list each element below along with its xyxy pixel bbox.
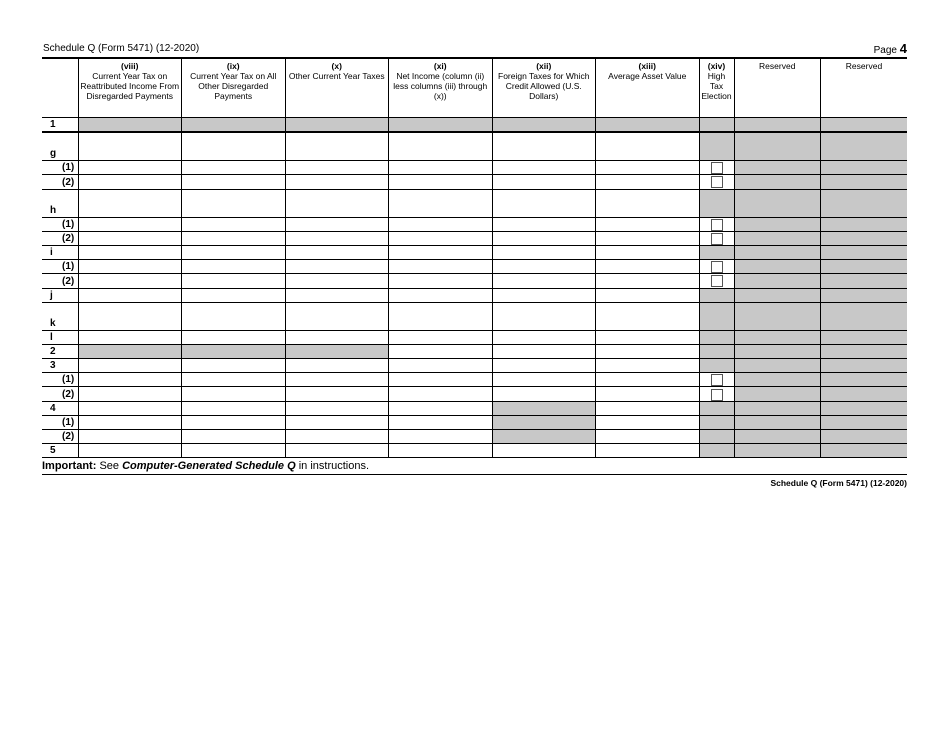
important-text-emphasis: Computer-Generated Schedule Q — [122, 460, 296, 472]
col-num: (x) — [331, 61, 342, 71]
row-label: 2 — [42, 344, 78, 358]
important-text-pre: See — [96, 460, 123, 472]
entry-cell[interactable] — [389, 260, 493, 274]
form-title: Schedule Q (Form 5471) (12-2020) — [43, 43, 200, 54]
entry-cell[interactable] — [285, 161, 389, 175]
table-row — [42, 189, 907, 217]
entry-cell[interactable] — [596, 161, 700, 175]
shaded-cell — [734, 344, 821, 358]
entry-cell[interactable] — [389, 387, 493, 401]
shaded-cell — [734, 373, 821, 387]
row-label: (1) — [42, 373, 78, 387]
entry-cell[interactable] — [492, 288, 596, 302]
entry-cell[interactable] — [389, 288, 493, 302]
shaded-cell — [734, 387, 821, 401]
entry-cell[interactable] — [492, 175, 596, 189]
entry-cell[interactable] — [182, 444, 286, 458]
entry-cell[interactable] — [78, 330, 182, 344]
schedule-q-table — [42, 57, 907, 458]
shaded-cell — [734, 430, 821, 444]
col-header-xiii — [596, 58, 700, 118]
table-row — [42, 330, 907, 344]
row-label: (1) — [42, 415, 78, 429]
entry-cell[interactable] — [389, 189, 493, 217]
col-header-ix — [182, 58, 286, 118]
row-label: (2) — [42, 430, 78, 444]
shaded-cell — [821, 175, 908, 189]
table-row — [42, 444, 907, 458]
checkbox-cell — [699, 387, 734, 401]
shaded-cell — [182, 118, 286, 133]
entry-cell[interactable] — [389, 373, 493, 387]
shaded-cell — [596, 118, 700, 133]
footer-divider — [42, 474, 907, 475]
entry-cell[interactable] — [182, 132, 286, 161]
col-num: (xii) — [536, 61, 552, 71]
entry-cell[interactable] — [596, 330, 700, 344]
entry-cell[interactable] — [492, 302, 596, 330]
entry-cell[interactable] — [389, 344, 493, 358]
entry-cell[interactable] — [596, 175, 700, 189]
entry-cell[interactable] — [182, 260, 286, 274]
table-row — [42, 302, 907, 330]
col-header-reserved-1 — [734, 58, 821, 118]
entry-cell[interactable] — [78, 373, 182, 387]
entry-cell[interactable] — [78, 161, 182, 175]
shaded-cell — [821, 387, 908, 401]
entry-cell[interactable] — [389, 359, 493, 373]
shaded-cell — [285, 118, 389, 133]
footer-form-title: Schedule Q (Form 5471) (12-2020) — [770, 478, 907, 488]
entry-cell[interactable] — [285, 401, 389, 415]
shaded-cell — [734, 302, 821, 330]
shaded-cell — [734, 132, 821, 161]
col-num: (xi) — [433, 61, 447, 71]
row-label: j — [42, 288, 78, 302]
entry-cell[interactable] — [492, 161, 596, 175]
entry-cell[interactable] — [182, 217, 286, 231]
table-row — [42, 430, 907, 444]
entry-cell[interactable] — [389, 217, 493, 231]
important-label: Important: — [42, 460, 97, 472]
entry-cell[interactable] — [285, 274, 389, 288]
entry-cell[interactable] — [182, 231, 286, 245]
row-label: (2) — [42, 274, 78, 288]
shaded-cell — [821, 260, 908, 274]
col-num: (viii) — [121, 61, 139, 71]
entry-cell[interactable] — [182, 401, 286, 415]
shaded-cell — [699, 118, 734, 133]
entry-cell[interactable] — [78, 359, 182, 373]
entry-cell[interactable] — [492, 132, 596, 161]
high-tax-election-checkbox[interactable] — [711, 374, 723, 386]
entry-cell[interactable] — [596, 132, 700, 161]
entry-cell[interactable] — [78, 302, 182, 330]
entry-cell[interactable] — [596, 274, 700, 288]
col-header-reserved-2 — [821, 58, 908, 118]
entry-cell[interactable] — [596, 373, 700, 387]
entry-cell[interactable] — [389, 302, 493, 330]
shaded-cell — [821, 274, 908, 288]
shaded-cell — [699, 359, 734, 373]
table-row — [42, 387, 907, 401]
row-label: 5 — [42, 444, 78, 458]
entry-cell[interactable] — [389, 430, 493, 444]
row-label: h — [42, 189, 78, 217]
entry-cell[interactable] — [78, 444, 182, 458]
shaded-cell — [821, 344, 908, 358]
table-row — [42, 373, 907, 387]
high-tax-election-checkbox[interactable] — [711, 176, 723, 188]
row-label: (2) — [42, 175, 78, 189]
shaded-cell — [821, 288, 908, 302]
row-label: (1) — [42, 217, 78, 231]
table-row — [42, 132, 907, 161]
entry-cell[interactable] — [285, 245, 389, 259]
checkbox-cell — [699, 373, 734, 387]
entry-cell[interactable] — [596, 217, 700, 231]
entry-cell[interactable] — [182, 359, 286, 373]
col-label: Other Current Year Taxes — [288, 71, 385, 81]
shaded-cell — [78, 344, 182, 358]
shaded-cell — [699, 302, 734, 330]
entry-cell[interactable] — [596, 387, 700, 401]
entry-cell[interactable] — [596, 359, 700, 373]
col-label: Current Year Tax on All Other Disregarded Payments — [190, 71, 277, 101]
entry-cell[interactable] — [182, 387, 286, 401]
shaded-cell — [821, 359, 908, 373]
shaded-cell — [734, 330, 821, 344]
column-header-row — [42, 58, 907, 118]
entry-cell[interactable] — [596, 302, 700, 330]
shaded-cell — [734, 231, 821, 245]
shaded-cell — [699, 245, 734, 259]
entry-cell[interactable] — [492, 217, 596, 231]
shaded-cell — [821, 161, 908, 175]
shaded-cell — [78, 118, 182, 133]
entry-cell[interactable] — [596, 401, 700, 415]
entry-cell[interactable] — [182, 161, 286, 175]
shaded-cell — [734, 359, 821, 373]
shaded-cell — [821, 444, 908, 458]
entry-cell[interactable] — [389, 245, 493, 259]
table-row — [42, 260, 907, 274]
entry-cell[interactable] — [182, 274, 286, 288]
shaded-cell — [821, 401, 908, 415]
shaded-cell — [492, 415, 596, 429]
high-tax-election-checkbox[interactable] — [711, 233, 723, 245]
shaded-cell — [821, 330, 908, 344]
shaded-cell — [821, 373, 908, 387]
shaded-cell — [492, 118, 596, 133]
entry-cell[interactable] — [285, 359, 389, 373]
entry-cell[interactable] — [492, 189, 596, 217]
entry-cell[interactable] — [182, 245, 286, 259]
high-tax-election-checkbox[interactable] — [711, 162, 723, 174]
shaded-cell — [821, 415, 908, 429]
entry-cell[interactable] — [285, 302, 389, 330]
entry-cell[interactable] — [389, 274, 493, 288]
shaded-cell — [734, 189, 821, 217]
checkbox-cell — [699, 260, 734, 274]
col-label: Current Year Tax on Reattributed Income From Disregarded Payments — [80, 71, 180, 101]
shaded-cell — [734, 260, 821, 274]
shaded-cell — [699, 330, 734, 344]
table-row — [42, 217, 907, 231]
row-label: i — [42, 245, 78, 259]
entry-cell[interactable] — [596, 260, 700, 274]
checkbox-cell — [699, 274, 734, 288]
entry-cell[interactable] — [78, 430, 182, 444]
entry-cell[interactable] — [78, 245, 182, 259]
col-header-x — [285, 58, 389, 118]
col-num: (xiii) — [638, 61, 656, 71]
entry-cell[interactable] — [389, 175, 493, 189]
shaded-cell — [285, 344, 389, 358]
table-row — [42, 231, 907, 245]
shaded-cell — [821, 245, 908, 259]
table-row — [42, 245, 907, 259]
table-row — [42, 415, 907, 429]
entry-cell[interactable] — [389, 415, 493, 429]
row-label: (2) — [42, 231, 78, 245]
shaded-cell — [734, 175, 821, 189]
entry-cell[interactable] — [78, 260, 182, 274]
high-tax-election-checkbox[interactable] — [711, 389, 723, 401]
col-header-xiv — [699, 58, 734, 118]
page-header — [42, 42, 907, 56]
entry-cell[interactable] — [182, 373, 286, 387]
entry-cell[interactable] — [492, 344, 596, 358]
shaded-cell — [389, 118, 493, 133]
col-label: Average Asset Value — [608, 71, 687, 81]
shaded-cell — [734, 444, 821, 458]
entry-cell[interactable] — [78, 387, 182, 401]
shaded-cell — [821, 430, 908, 444]
entry-cell[interactable] — [389, 444, 493, 458]
entry-cell[interactable] — [492, 231, 596, 245]
entry-cell[interactable] — [182, 330, 286, 344]
row-label-header — [42, 58, 78, 118]
shaded-cell — [821, 217, 908, 231]
row-label: l — [42, 330, 78, 344]
entry-cell[interactable] — [78, 401, 182, 415]
col-num: (ix) — [226, 61, 240, 71]
col-header-xii — [492, 58, 596, 118]
entry-cell[interactable] — [182, 302, 286, 330]
entry-cell[interactable] — [78, 288, 182, 302]
important-text-post: in instructions. — [295, 460, 370, 472]
shaded-cell — [699, 344, 734, 358]
table-row — [42, 274, 907, 288]
table-row — [42, 118, 907, 133]
entry-cell[interactable] — [182, 430, 286, 444]
checkbox-cell — [699, 175, 734, 189]
checkbox-cell — [699, 231, 734, 245]
col-label: Reserved — [845, 61, 883, 71]
entry-cell[interactable] — [285, 175, 389, 189]
row-label: (1) — [42, 260, 78, 274]
entry-cell[interactable] — [596, 415, 700, 429]
checkbox-cell — [699, 217, 734, 231]
entry-cell[interactable] — [389, 401, 493, 415]
entry-cell[interactable] — [78, 231, 182, 245]
shaded-cell — [734, 217, 821, 231]
entry-cell[interactable] — [182, 288, 286, 302]
col-num: (xiv) — [707, 61, 726, 71]
entry-cell[interactable] — [389, 132, 493, 161]
row-label: 3 — [42, 359, 78, 373]
entry-cell[interactable] — [596, 245, 700, 259]
entry-cell[interactable] — [492, 387, 596, 401]
checkbox-cell — [699, 161, 734, 175]
shaded-cell — [734, 401, 821, 415]
shaded-cell — [699, 444, 734, 458]
entry-cell[interactable] — [285, 373, 389, 387]
entry-cell[interactable] — [389, 231, 493, 245]
entry-cell[interactable] — [492, 444, 596, 458]
col-label: Foreign Taxes for Which Credit Allowed (U.S. Dollars) — [498, 71, 590, 101]
entry-cell[interactable] — [285, 231, 389, 245]
row-label: (2) — [42, 387, 78, 401]
high-tax-election-checkbox[interactable] — [711, 275, 723, 287]
shaded-cell — [734, 118, 821, 133]
entry-cell[interactable] — [182, 415, 286, 429]
page-number: 4 — [899, 41, 907, 56]
shaded-cell — [821, 189, 908, 217]
shaded-cell — [699, 415, 734, 429]
col-header-xi — [389, 58, 493, 118]
entry-cell[interactable] — [596, 444, 700, 458]
shaded-cell — [821, 118, 908, 133]
entry-cell[interactable] — [492, 274, 596, 288]
entry-cell[interactable] — [492, 373, 596, 387]
shaded-cell — [699, 288, 734, 302]
entry-cell[interactable] — [182, 189, 286, 217]
entry-cell[interactable] — [285, 260, 389, 274]
shaded-cell — [734, 161, 821, 175]
shaded-cell — [492, 401, 596, 415]
row-label: g — [42, 132, 78, 161]
entry-cell[interactable] — [389, 330, 493, 344]
entry-cell[interactable] — [596, 430, 700, 444]
entry-cell[interactable] — [492, 245, 596, 259]
shaded-cell — [734, 245, 821, 259]
entry-cell[interactable] — [596, 344, 700, 358]
row-label: 1 — [42, 118, 78, 133]
entry-cell[interactable] — [492, 330, 596, 344]
row-label: (1) — [42, 161, 78, 175]
entry-cell[interactable] — [182, 175, 286, 189]
entry-cell[interactable] — [285, 430, 389, 444]
entry-cell[interactable] — [78, 175, 182, 189]
entry-cell[interactable] — [78, 132, 182, 161]
shaded-cell — [699, 401, 734, 415]
entry-cell[interactable] — [285, 387, 389, 401]
table-row — [42, 359, 907, 373]
shaded-cell — [699, 430, 734, 444]
entry-cell[interactable] — [285, 444, 389, 458]
table-row — [42, 344, 907, 358]
shaded-cell — [734, 415, 821, 429]
entry-cell[interactable] — [78, 217, 182, 231]
shaded-cell — [821, 132, 908, 161]
entry-cell[interactable] — [78, 415, 182, 429]
shaded-cell — [734, 274, 821, 288]
entry-cell[interactable] — [389, 161, 493, 175]
shaded-cell — [821, 231, 908, 245]
col-label: High Tax Election — [701, 71, 732, 101]
table-row — [42, 175, 907, 189]
entry-cell[interactable] — [285, 132, 389, 161]
entry-cell[interactable] — [78, 274, 182, 288]
entry-cell[interactable] — [285, 217, 389, 231]
entry-cell[interactable] — [492, 359, 596, 373]
entry-cell[interactable] — [285, 189, 389, 217]
entry-cell[interactable] — [78, 189, 182, 217]
page-number-label — [874, 42, 907, 58]
shaded-cell — [182, 344, 286, 358]
row-label: 4 — [42, 401, 78, 415]
entry-cell[interactable] — [285, 288, 389, 302]
table-row — [42, 288, 907, 302]
entry-cell[interactable] — [492, 260, 596, 274]
important-note — [42, 460, 369, 473]
high-tax-election-checkbox[interactable] — [711, 219, 723, 231]
table-row — [42, 161, 907, 175]
entry-cell[interactable] — [596, 189, 700, 217]
shaded-cell — [821, 302, 908, 330]
table-row — [42, 401, 907, 415]
entry-cell[interactable] — [285, 415, 389, 429]
shaded-cell — [699, 132, 734, 161]
shaded-cell — [734, 288, 821, 302]
col-header-viii — [78, 58, 182, 118]
entry-cell[interactable] — [596, 231, 700, 245]
col-label: Net Income (column (ii) less columns (iii) through (x)) — [393, 71, 488, 101]
row-label: k — [42, 302, 78, 330]
col-label: Reserved — [759, 61, 796, 71]
entry-cell[interactable] — [285, 330, 389, 344]
high-tax-election-checkbox[interactable] — [711, 261, 723, 273]
shaded-cell — [699, 189, 734, 217]
page-word: Page — [873, 45, 897, 56]
shaded-cell — [492, 430, 596, 444]
entry-cell[interactable] — [596, 288, 700, 302]
